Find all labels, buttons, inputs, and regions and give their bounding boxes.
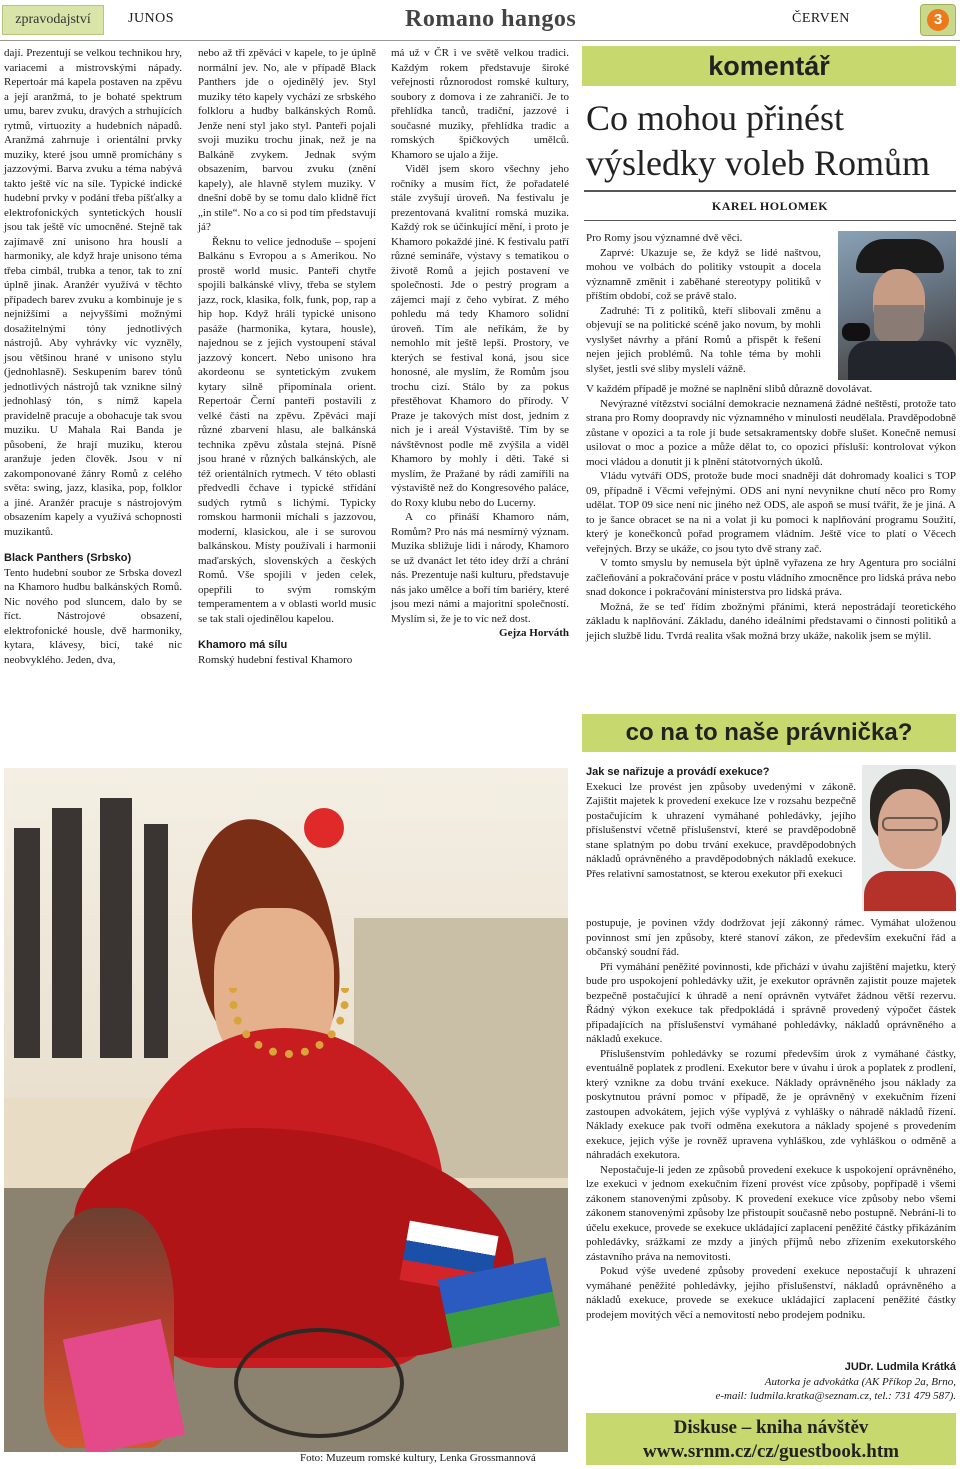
pravnicka-signature <box>586 1360 956 1404</box>
paragraph: Pro Romy jsou významné dvě věci. <box>586 232 743 244</box>
paragraph: dají. Prezentují se velkou technikou hry, variacemi a mistrovskými nápady. Repertoár má kapela postaven na zpěvu a její aranžmá, to je bohaté spektrum umu, barev zvuku, dravých a strhujících rytmů, virtuozity a hudebních nápadů. Aranžmá zahrnuje i orientální prvky muziky, které jsou umně promíchány s jazzovými. Barva zvuku a téma nabývá takto ještě víc na síle. Typické indické hudební prvky v podání třeba píšťalky a elektrofonických syntetických houslí jsou tak ještě víc umocněné. Stejně tak zajímavě zní unisono hra houslí a harmoniky, ale když hraje unisono téma třeba cimbál, trubka a tenor, tak to zní úplně jinak. Aranžér využívá v těchto případech barev zvuku a kombinuje je s nejnižšími a nejvyššími možnými dosažitelnými tóny jednotlivých nástrojů. Aby vyhrávky víc vyzněly, jsou většinou hrané v unisono stylu (jednohlasně). Seskupením barev tónů jednotlivých nástrojů tak vznikne silný jednohlasý tón, s nímž kapela pravidelně pracuje a obohacuje tak svou muziku. U Mahala Rai Banda je působení, že hrají muziku, kterou aranžuje jeden člověk. Jsou v ní zakomponované žánry Romů z celého světa: swing, jazz, klasika, pop, folklor a jiné. Aranžér pracuje s nástrojovým obsazením kapely a využívá schopnosti muzikantů. <box>4 47 182 538</box>
header-month: ČERVEN <box>792 11 850 26</box>
article-author: Gejza Horváth <box>499 627 569 639</box>
body-shape <box>864 871 956 911</box>
paragraph: postupuje, je povinen vždy dodržovat její zákonný rámec. Vymáhat uloženou povinnost smí jen způsoby, které stanoví zákon, ze především exekuční řád a občanský soudní řád. <box>586 917 956 958</box>
article-column-1 <box>4 46 182 667</box>
header-divider <box>0 40 960 41</box>
festival-photo <box>4 768 568 1452</box>
paragraph-text: A co přináší Khamoro nám, Romům? Pro nás má nesmírný význam. Muzika sbližuje lidi i národy, Khamoro se už dvanáct let této idey drží a chrání nás. Prezentuje naši kulturu, představuje nás jako umělce a boří tím bariéry, které jsou mezi námi a majoritní společností. Myslím si, že je to víc než dost. <box>391 511 569 625</box>
signature-contact: e-mail: ludmila.kratka@seznam.cz, tel.: 731 479 587). <box>715 1390 956 1402</box>
page-number: 3 <box>927 9 949 31</box>
pravnicka-text-top <box>586 765 856 881</box>
hair-flower <box>304 808 344 848</box>
paragraph: Viděl jsem skoro všechny jeho ročníky a musím říct, že pořadatelé stále zvyšují úroveň. Na festivalu je prezentovaná kvalitní romská muzika. Každý rok se účinkující mění, i proto je Khamoro pokaždé jiné. K festivalu patří různé semináře, výstavy s tematikou o životě Romů a jejich postavení ve společnosti. Jde o pestrý program a zájemci mají z čeho vybírat. Z mého pohledu má tedy Khamoro solidní úroveň. Tím ale neříkám, že by nemohlo mít ještě lepší. Prostory, ve kterých se festival koná, jsou sice honosné, ale myslím, že Romům jsou trochu cizí. Stálo by za pokus přestěhovat Khamoro do přírody. V Praze je takových míst dost, jedním z nich je i areál Výstaviště. Tím by se návštěvnost podle mě zvýšila a viděl Khamoro by mohly i děti. Také si myslím, že Pražané by rádi zamířili na výstaviště než do Kongresového paláce, do Roxy klubu nebo do Lucerny. <box>391 163 569 509</box>
komentar-text <box>586 382 956 643</box>
paragraph: Příslušenstvím pohledávky se rozumí především úrok z vymáhané částky, eventuálně poplatek z prodlení. Exekutor bere v úvahu i úrok a poplatek z prodlení, který vznikne za dobu trvání exekuce. Náklady oprávněného jsou náklady za poskytnutou právní pomoc v případě, že je oprávněný v exekučním řízení zastoupen advokátem, jejich výše vyplývá z vyhlášky o náhradě nákladů řízení. Náklady exekuce pak tvoří odměna exekutora a náklady spojené s provedením exekuce, jejich výše je rovněž upravena vyhláškou, zde vyhláškou o odměně a náhradách exekutora. <box>586 1047 956 1161</box>
signature-line: Autorka je advokátka (AK Příkop 2a, Brno, <box>764 1375 956 1388</box>
paragraph: V každém případě je možné se naplnění slibů důrazně dovolávat. <box>586 383 873 395</box>
divider <box>584 190 956 192</box>
paragraph: Pokud výše uvedené způsoby provedení exekuce nepostačují k uhrazení vymáhané peněžité pohledávky, jejího příslušenství, nákladů oprávněného a nákladů exekuce, provede se exekuce ukládající zaplacení peněžité částky prodejem movitých věcí a nemovitostí nebo prodejem podniku. <box>586 1265 956 1321</box>
church-tower <box>52 808 82 1058</box>
pravnicka-banner: co na to naše právnička? <box>582 714 956 752</box>
paragraph: má už v ČR i ve světě velkou tradici. Každým rokem představuje široké veřejnosti různorodost romské kultury, soubory z domova i ze zahraničí. Je to přehlídka tanců, tradiční, jazzové i současné muziky, přehlídka tradic a romských špičkových umělců. Khamoro se ujalo a žije. <box>391 47 569 161</box>
guestbook-link[interactable]: www.srnm.cz/cz/guestbook.htm <box>643 1441 899 1462</box>
section-tag: zpravodajství <box>2 5 104 35</box>
body-shape <box>848 341 956 380</box>
hat-shape <box>856 239 944 273</box>
page-header <box>0 0 960 40</box>
author-photo-kratka <box>862 765 956 911</box>
paragraph: Nepostačuje-li jeden ze způsobů provedení exekuce k uspokojení oprávněného, lze exekuci v jednom exekučním řízení provést více způsoby, popřípadě i všemi zákonem stanovenými způsoby. K provedení exekuce více způsoby nebo všemi zákonem stanovenými způsoby lze přistoupit současně nebo postupně. Nebrání-li to účelu exekuce, provede se exekuce ukládající zaplacení peněžité částky přikázáním pohledávky, srážkami ze mzdy a jiných příjmů nebo zřízením exekutorského zástavního práva na nemovitosti. <box>586 1163 956 1263</box>
komentar-title: Co mohou přinést výsledky voleb Romům <box>586 98 930 183</box>
subheading: Khamoro má sílu <box>198 639 288 651</box>
carriage-wheel <box>234 1328 404 1438</box>
komentar-text-top <box>586 231 821 376</box>
paragraph: V tomto smyslu by nemusela být úplně vyřazena ze hry Agentura pro sociální začleňování a pokračování práce v postu vládního zmocněnce pro lidská práva nebo snad dokonce i pokračování ministerstva pro lidská práva. <box>586 557 956 598</box>
page-number-badge <box>920 4 956 36</box>
church-tower <box>144 824 168 1058</box>
article-column-3 <box>391 46 569 641</box>
paragraph: Vládu vytváří ODS, protože bude moci snadněji dát dohromady koalici s TOP 09, případně i Věcmi veřejnými. ODS ani nyní nevynikne chutí něco pro Romy udělat. TOP 09 sice není nic jiného než ODS, ale aspoň se musí tvářit, že je jiná. A to je šance obracet se na ni a volat ji ku pomoci k naplňování programu Soužití, který je konečkonců pořad programem vládním. Ještě více to platí o Věcech veřejných. Brzy se ukáže, co jsou tyto dvě strany zač. <box>586 470 956 555</box>
paragraph: Tento hudební soubor ze Srbska dovezl na Khamoro hudbu balkánských Romů. Nic nového pod sluncem, dalo by se říct. Nástrojové obsazení, elektrofonické housle, dvě harmoniky, kytara, klávesy, bicí, také nic neobvyklého. Jeden, dva, <box>4 566 182 666</box>
church-tower <box>100 798 132 1058</box>
article-column-2 <box>198 46 376 667</box>
beard-shape <box>874 305 924 345</box>
author-photo-holomek <box>838 231 956 380</box>
church-tower <box>14 828 40 1058</box>
komentar-author: KAREL HOLOMEK <box>711 199 829 213</box>
komentar-banner: komentář <box>582 46 956 86</box>
paragraph: Nevýrazné vítězství sociální demokracie neznamená žádné neštěstí, protože tato strana pro Romy doopravdy nic významného v minulosti neudělala. Pravděpodobně zůstane v opozici a ta role jí bude setsakramentsky dobře slušet. Konečně nemusí usilovat o moc a pozice a může dělat to, co opozici přísluší: kontrolovat výkon moci vládou a donutit ji k plnění státotvorných úkolů. <box>586 397 956 468</box>
paragraph: Zaprvé: Ukazuje se, že když se lidé naštvou, mohou ve volbách do politiky vstoupit a docela významně změnit i zaběhané stereotypy politiků v příštím období, což se právě stalo. <box>586 246 821 302</box>
pravnicka-text <box>586 916 956 1322</box>
header-label-left: JUNOS <box>128 11 175 26</box>
paragraph: nebo až tři zpěváci v kapele, to je úplně normální jev. No, ale v případě Black Panthers jde o ojedinělý jev. Styl muziky této kapely vychází ze srbského folkloru a hudby balkánských Romů. Jenže není styl jako styl. Panteři pojali svoji muziku trochu jinak, než je na Balkáně zvykem. Jednak svým obsazením, barvou zvuku (znění kapely), ale hlavně stylem muziky. V dnešní době by se tomu dalo klidně říct „in stile“. No a co si pod tím představují já? <box>198 47 376 233</box>
guestbook-title: Diskuse – kniha návštěv <box>673 1417 869 1438</box>
paragraph: Možná, že se teď řídím zbožnými přáními, která nepostrádají teoretického základu k naplňování. Základu, daného ideálními představami o činnosti politiků a jejich službě lidu. Tvrdá realita však možná brzy ukáže, nakolik jsem se mýlil. <box>586 600 956 642</box>
newspaper-logo: Romano hangos <box>405 6 577 32</box>
paragraph: Exekuci lze provést jen způsoby uvedenými v zákoně. Zajištit majetek k provedení exekuce lze v rozsahu bezpečně postačujícím k uhrazení vymáhané pohledávky, jejího příslušenství včetně příslušenství, které se pravděpodobně stane splatným po dobu trvání exekuce, pravděpodobných nákladů oprávněného a pravděpodobných nákladů exekuce. Přes relativní samostatnost, se kterou exekutor při exekuci <box>586 780 856 880</box>
subheading: Black Panthers (Srbsko) <box>4 552 132 564</box>
paragraph: Romský hudební festival Khamoro <box>198 653 353 666</box>
paragraph: Při vymáhání peněžité povinnosti, kde přichází v úvahu zajištění majetku, který bude pro uspokojení pohledávky užit, je exekutor oprávněn zajistit pouze majetek bezpečně postačující k úhradě a není oprávněn vytvářet žádnou větší rezervu. Řádný výkon exekuce tak předpokládá i správně provedený výpočet částek připadajících na příslušenství vymáhané pohledávky, nákladů oprávněného a nákladů exekuce. <box>586 960 956 1045</box>
microphone-shape <box>842 323 870 341</box>
guestbook-box[interactable] <box>586 1413 956 1465</box>
paragraph <box>391 510 569 639</box>
photo-caption: Foto: Muzeum romské kultury, Lenka Grossmannová <box>300 1452 536 1464</box>
paragraph: Zadruhé: Ti z politiků, kteří slibovali změnu a objevují se na politické scéně jako novum, by mohli vyslyšet návrhy a přání Romů a přispět k řešení nejen jejich problémů. Na tohle téma by mohli slyšet, jestli své sliby myslelí vážně. <box>586 304 821 375</box>
divider <box>584 220 956 221</box>
glasses-shape <box>882 817 938 831</box>
pravnicka-question: Jak se nařizuje a provádí exekuce? <box>586 766 770 778</box>
signature-name: JUDr. Ludmila Krátká <box>844 1361 956 1373</box>
paragraph: Řeknu to velice jednoduše – spojení Balkánu s Evropou a s Amerikou. No prostě world music. Panteři chytře spojili balkánské vlivy, třeba se stylem jazz, rock, klasika, folk, funk, pop, rap a hip hop. Když hráli typické unisono pasáže (harmonika, kytara, housle), najednou se z jejich vystoupení stával jazzový koncert. Nebo unisono hra akordeonu se syntetickým zvukem kytary silně připomínala orient. Repertoár Černí panteři postavili z velké části na zpěvu. Zpěváci mají různé zbarvení hlasu, ale balkánská technika zpěvu zůstala stejná. Písně jsou hrané v různých balkánských, ale též orientálních rytmech. V této oblasti předvedli čchave i typické střídání sudých rytmů s lichými. Typicky romskou harmonii míchali s jazzovou, moderní, klasickou, ale i se surovou balkánskou. Místy používali i harmonii maďarských, slovenských a českých Romů. Vše spojili v jeden celek, opepřili to svým romským temperamentem a v oblasti world music se tak stali ojedinělou kapelou. <box>198 235 376 625</box>
